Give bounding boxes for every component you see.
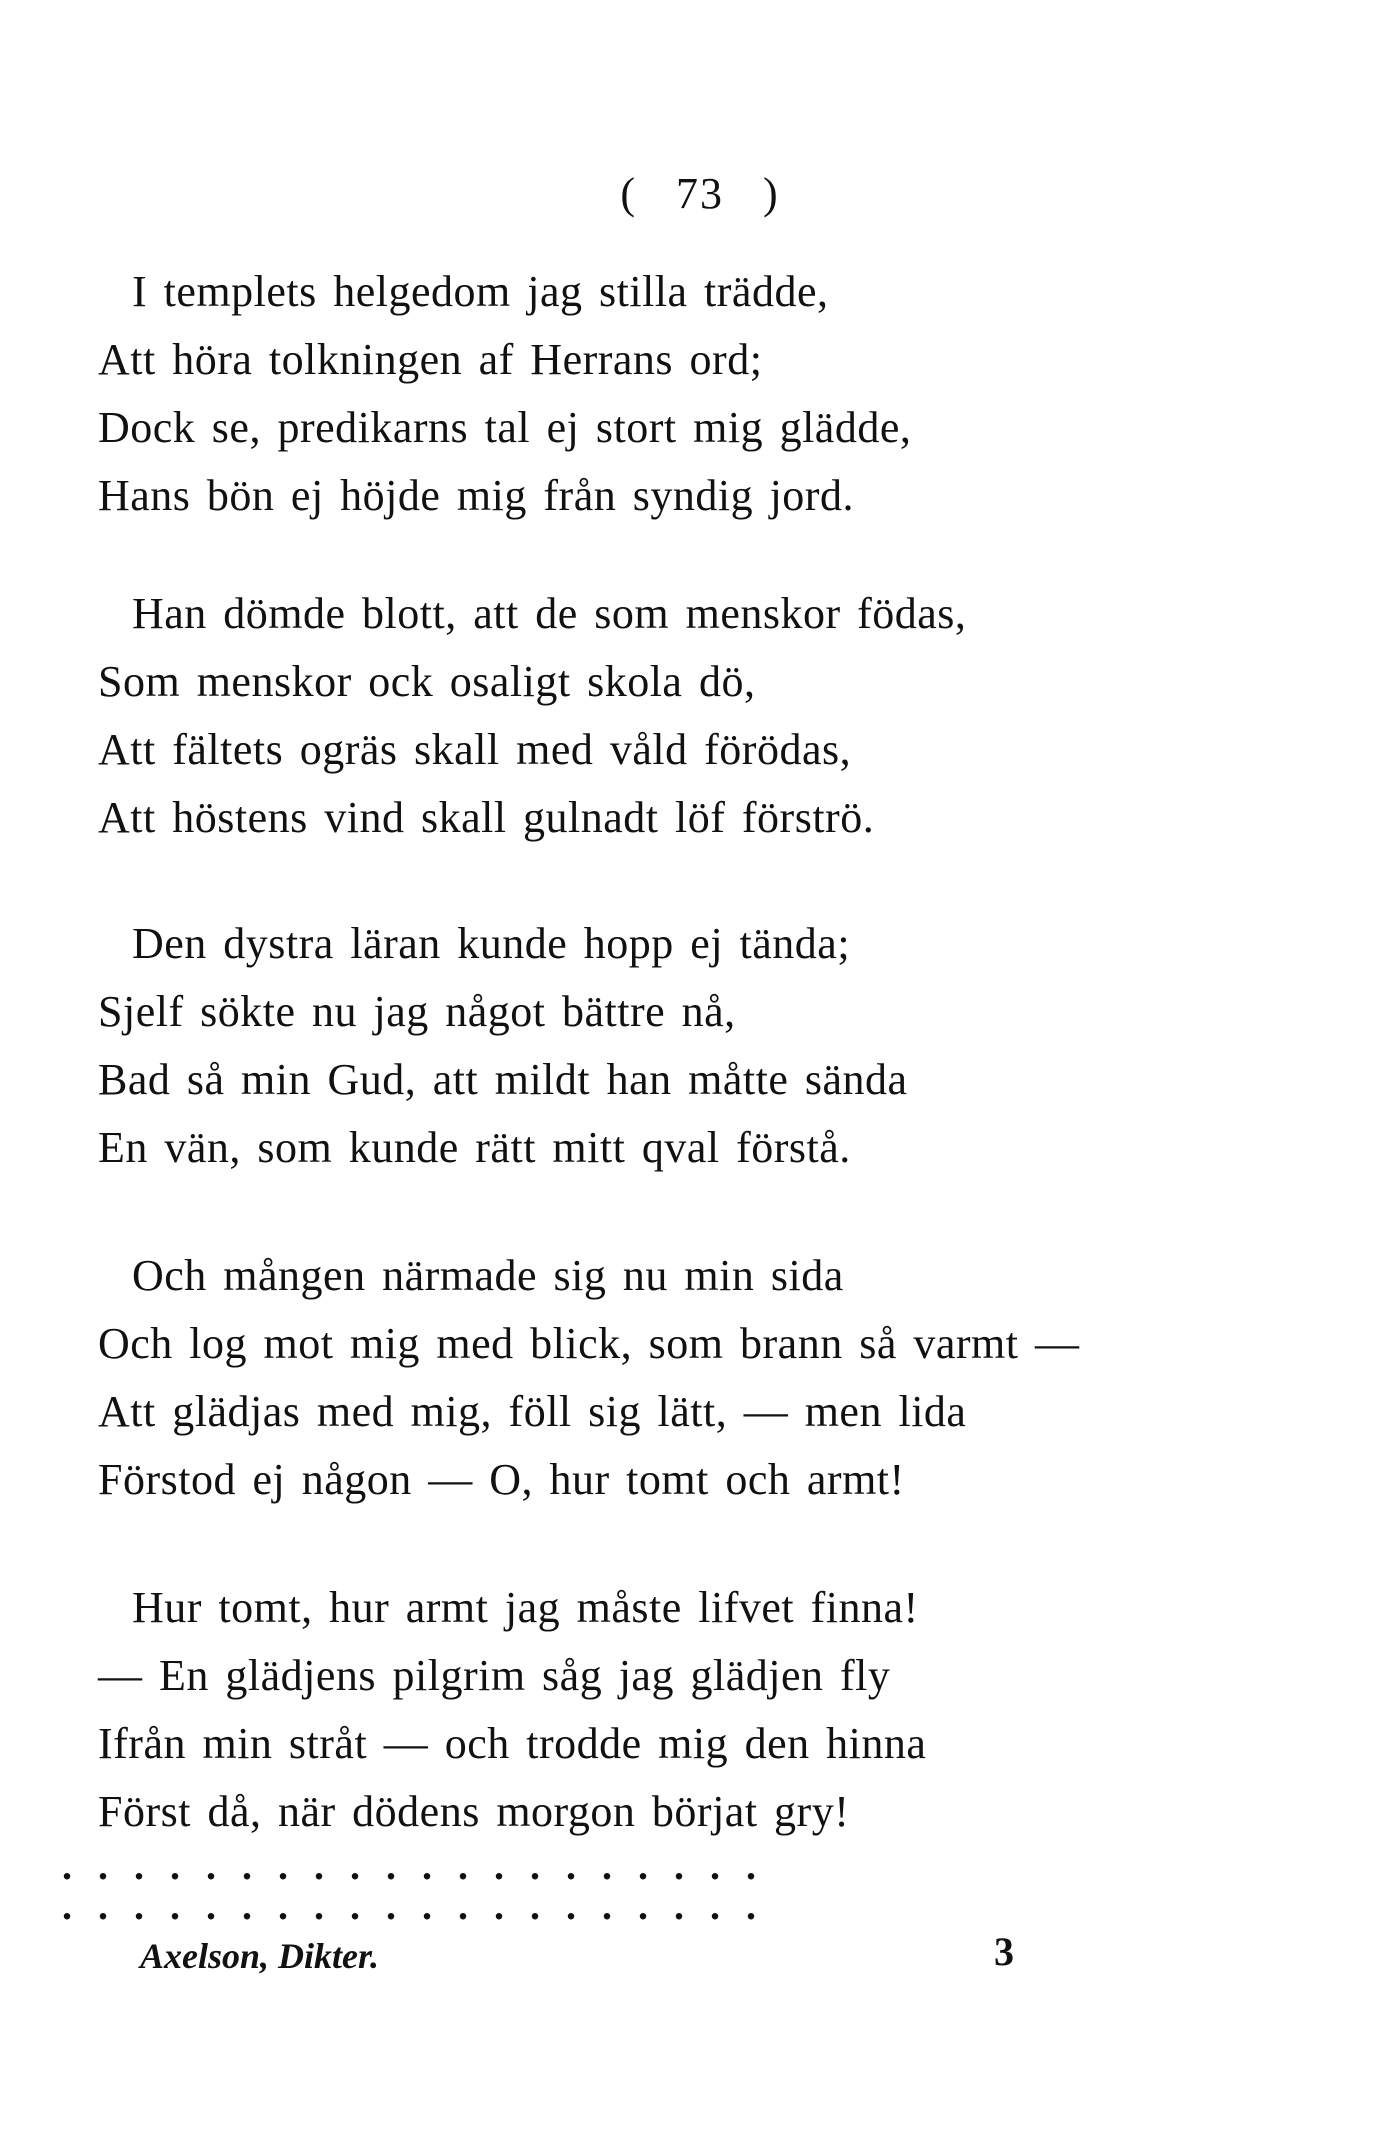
stanza-4 [98,1242,1298,1514]
stanza-2 [98,580,1298,852]
verse-line: Som menskor ock osaligt skola dö, [98,657,756,706]
verse-line: I templets helgedom jag stilla trädde, [132,267,829,316]
verse-line: Den dystra läran kunde hopp ej tända; [132,919,851,968]
verse-line: Bad så min Gud, att mildt han måtte sända [98,1055,908,1104]
ellipsis-row: . . . . . . . . . . . . . . . . . . . . [62,1883,756,1928]
stanza-5 [98,1574,1298,1846]
verse-line: Och mången närmade sig nu min sida [132,1251,844,1300]
verse-line: Dock se, predikarns tal ej stort mig glädde, [98,403,912,452]
verse-line: Ifrån min stråt — och trodde mig den hinna [98,1719,927,1768]
verse-line: Först då, när dödens morgon börjat gry! [98,1787,850,1836]
verse-line: Att fältets ogräs skall med våld förödas, [98,725,852,774]
verse-line: Att glädjas med mig, föll sig lätt, — men lida [98,1387,967,1436]
verse-line: Sjelf sökte nu jag något bättre nå, [98,987,736,1036]
stanza-3 [98,910,1298,1182]
sheet-number: 3 [994,1929,1014,1974]
stanza-1 [98,258,1298,530]
verse-line: Hur tomt, hur armt jag måste lifvet finna! [132,1583,919,1632]
page-number: ( 73 ) [620,169,780,218]
verse-line: Att höra tolkningen af Herrans ord; [98,335,763,384]
verse-line: Att höstens vind skall gulnadt löf förströ. [98,793,875,842]
verse-line: En vän, som kunde rätt mitt qval förstå. [98,1123,851,1172]
verse-line: — En glädjens pilgrim såg jag glädjen fly [98,1651,891,1700]
signature-mark: Axelson, Dikter. [140,1936,380,1976]
verse-line: Han dömde blott, att de som menskor födas, [132,589,967,638]
ellipsis-row: . . . . . . . . . . . . . . . . . . . . [62,1843,756,1888]
verse-line: Förstod ej någon — O, hur tomt och armt! [98,1455,905,1504]
verse-line: Hans bön ej höjde mig från syndig jord. [98,471,854,520]
verse-line: Och log mot mig med blick, som brann så varmt — [98,1319,1080,1368]
